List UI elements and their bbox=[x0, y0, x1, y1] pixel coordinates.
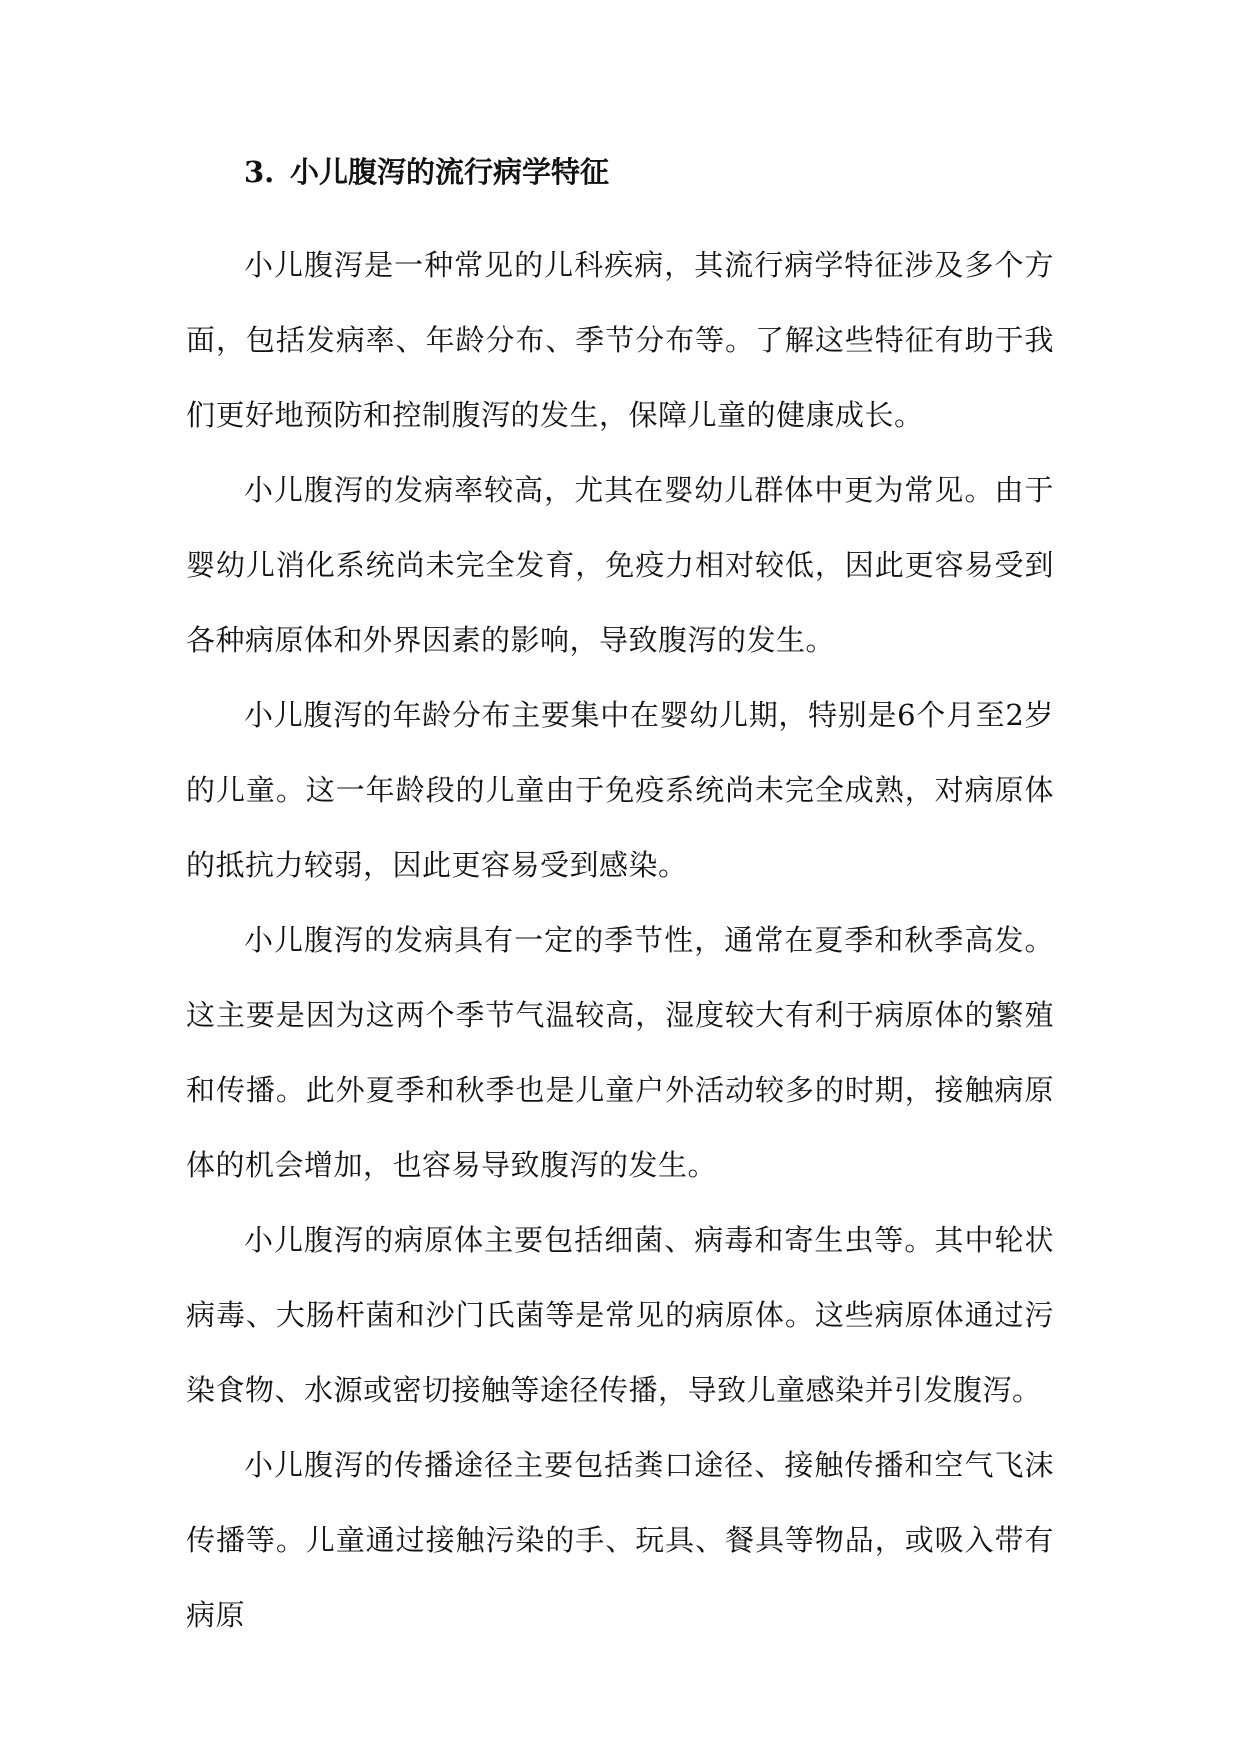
paragraph-seasonality: 小儿腹泻的发病具有一定的季节性，通常在夏季和秋季高发。这主要是因为这两个季节气温较高，湿度较大有利于病原体的繁殖和传播。此外夏季和秋季也是儿童户外活动较多的时期，接触病原体的机会增加，也容易导致腹泻的发生。 bbox=[186, 923, 1054, 1182]
paragraph-overview: 小儿腹泻是一种常见的儿科疾病，其流行病学特征涉及多个方面，包括发病率、年龄分布、季节分布等。了解这些特征有助于我们更好地预防和控制腹泻的发生，保障儿童的健康成长。 bbox=[186, 248, 1054, 432]
section-heading bbox=[186, 150, 1054, 194]
paragraph-incidence: 小儿腹泻的发病率较高，尤其在婴幼儿群体中更为常见。由于婴幼儿消化系统尚未完全发育，免疫力相对较低，因此更容易受到各种病原体和外界因素的影响，导致腹泻的发生。 bbox=[186, 473, 1054, 657]
paragraph-age-distribution: 小儿腹泻的年龄分布主要集中在婴幼儿期，特别是6个月至2岁的儿童。这一年龄段的儿童由于免疫系统尚未完全成熟，对病原体的抵抗力较弱，因此更容易受到感染。 bbox=[186, 698, 1054, 882]
section-title: 小儿腹泻的流行病学特征 bbox=[290, 155, 610, 189]
document-body bbox=[186, 150, 1054, 1653]
paragraph-pathogens: 小儿腹泻的病原体主要包括细菌、病毒和寄生虫等。其中轮状病毒、大肠杆菌和沙门氏菌等是常见的病原体。这些病原体通过污染食物、水源或密切接触等途径传播，导致儿童感染并引发腹泻。 bbox=[186, 1223, 1054, 1407]
section-number: 3. bbox=[244, 155, 275, 189]
paragraph-transmission: 小儿腹泻的传播途径主要包括粪口途径、接触传播和空气飞沫传播等。儿童通过接触污染的手、玩具、餐具等物品，或吸入带有病原 bbox=[186, 1448, 1054, 1632]
